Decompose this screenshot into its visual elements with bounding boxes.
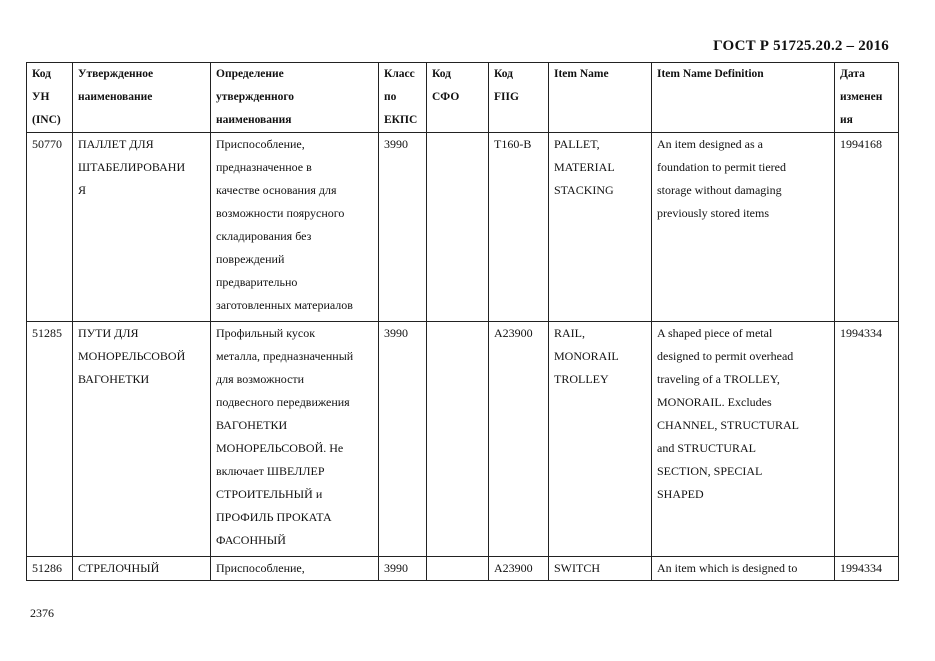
fiig-cell: A23900 — [489, 557, 549, 581]
fiig-cell: A23900 — [489, 322, 549, 557]
inc-code-cell: 51286 — [27, 557, 73, 581]
header-approved-name: Утвержденное наименование — [73, 63, 211, 133]
table-header-row — [27, 63, 899, 133]
item-definition-cell: An item designed as a foundation to permit tiered storage without damaging previously stored items — [652, 133, 835, 322]
sfo-cell — [427, 322, 489, 557]
class-cell: 3990 — [379, 322, 427, 557]
header-item-name-definition: Item Name Definition — [652, 63, 835, 133]
standard-designation: ГОСТ Р 51725.20.2 – 2016 — [713, 38, 889, 54]
item-name-cell: SWITCH — [549, 557, 652, 581]
inc-code-cell: 51285 — [27, 322, 73, 557]
approved-name-cell: ПУТИ ДЛЯ МОНОРЕЛЬСОВОЙ ВАГОНЕТКИ — [73, 322, 211, 557]
table-row — [27, 557, 899, 581]
catalog-table — [26, 62, 899, 581]
header-inc-code: Код УН (INC) — [27, 63, 73, 133]
header-fiig-code: Код FIIG — [489, 63, 549, 133]
inc-code-cell: 50770 — [27, 133, 73, 322]
item-definition-cell: An item which is designed to — [652, 557, 835, 581]
definition-cell: Приспособление, — [211, 557, 379, 581]
class-cell: 3990 — [379, 133, 427, 322]
item-definition-cell: A shaped piece of metal designed to permit overhead traveling of a TROLLEY, MONORAIL. Excludes CHANNEL, STRUCTURAL and STRUCTURAL SECTION, SPECIAL SHAPED — [652, 322, 835, 557]
definition-cell: Приспособление, предназначенное в качестве основания для возможности поярусного складирования без повреждений предварительно заготовленных материалов — [211, 133, 379, 322]
header-class: Класс по ЕКПС — [379, 63, 427, 133]
sfo-cell — [427, 133, 489, 322]
approved-name-cell: СТРЕЛОЧНЫЙ — [73, 557, 211, 581]
item-name-cell: RAIL, MONORAIL TROLLEY — [549, 322, 652, 557]
change-date-cell: 1994334 — [835, 322, 899, 557]
approved-name-cell: ПАЛЛЕТ ДЛЯ ШТАБЕЛИРОВАНИ Я — [73, 133, 211, 322]
header-sfo-code: Код СФО — [427, 63, 489, 133]
item-name-cell: PALLET, MATERIAL STACKING — [549, 133, 652, 322]
fiig-cell: T160-B — [489, 133, 549, 322]
class-cell: 3990 — [379, 557, 427, 581]
header-item-name: Item Name — [549, 63, 652, 133]
header-definition: Определение утвержденного наименования — [211, 63, 379, 133]
table-row — [27, 322, 899, 557]
definition-cell: Профильный кусок металла, предназначенный для возможности подвесного передвижения ВАГОНЕТКИ МОНОРЕЛЬСОВОЙ. Не включает ШВЕЛЛЕР СТРОИТЕЛЬНЫЙ и ПРОФИЛЬ ПРОКАТА ФАСОННЫЙ — [211, 322, 379, 557]
header-change-date: Дата изменен ия — [835, 63, 899, 133]
change-date-cell: 1994168 — [835, 133, 899, 322]
table-row — [27, 133, 899, 322]
sfo-cell — [427, 557, 489, 581]
change-date-cell: 1994334 — [835, 557, 899, 581]
page-number: 2376 — [30, 606, 54, 620]
